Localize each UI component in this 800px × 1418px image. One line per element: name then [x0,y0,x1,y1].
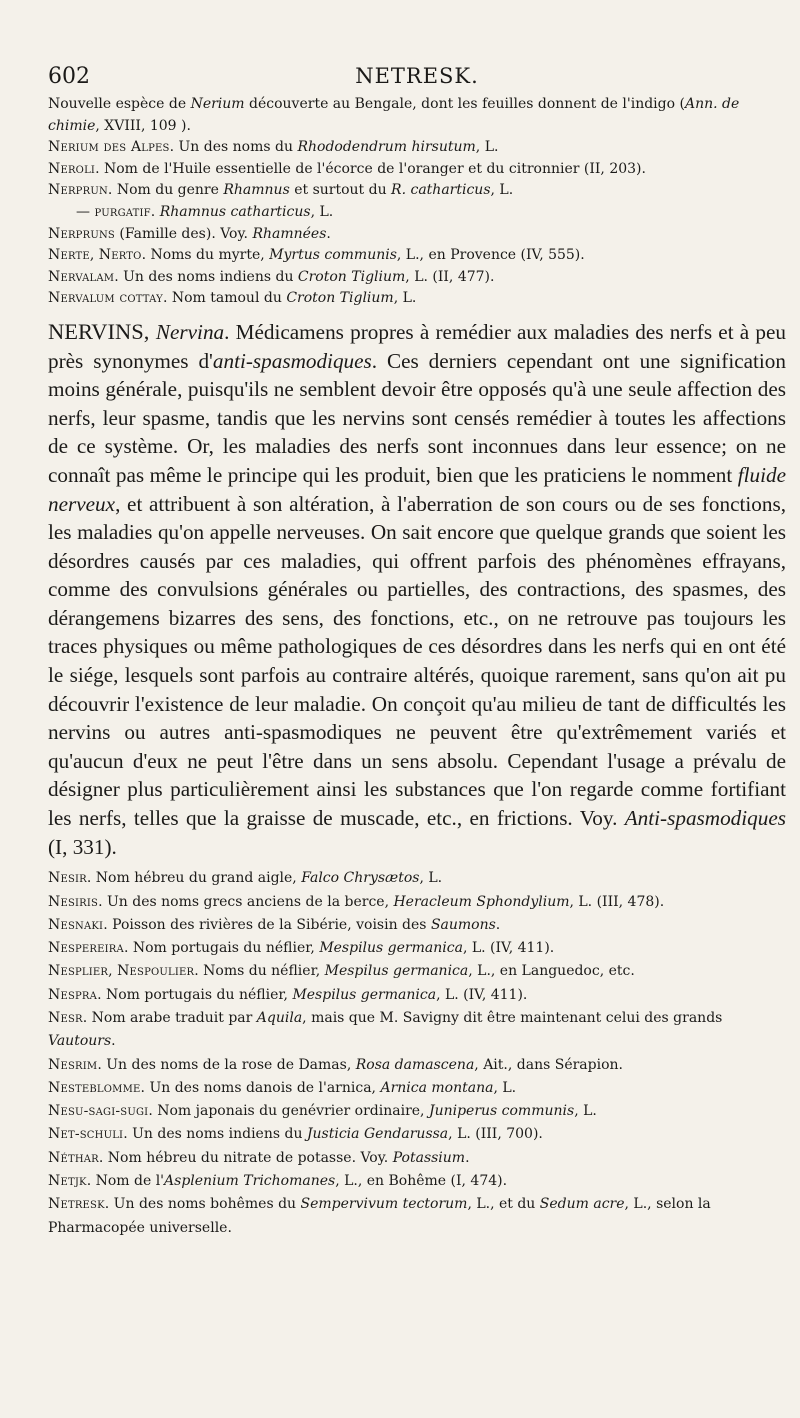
entries-bottom [48,867,786,1240]
entry-text: , L., et du [467,1196,540,1213]
italic-term: Myrtus communis [269,247,397,264]
entry-headword: Netjk [48,1173,87,1190]
dictionary-entry [48,1100,786,1123]
entry-headword: Nervalam [48,268,115,285]
entry-text: . [465,1149,470,1166]
entry-headword: Nerprun [48,182,108,199]
dictionary-entry [48,267,786,289]
italic-term: Potassium [392,1149,466,1166]
entry-text: Nouvelle espèce de [48,96,191,112]
entry-headword: Nervalum cottay [48,290,163,307]
entry-text: . [495,916,501,933]
dictionary-entry [48,1123,786,1146]
dictionary-entry [48,180,786,202]
entry-text: . Nom hébreu du grand aigle, [86,870,302,887]
italic-term: Rhamnées [252,225,327,242]
article-headword: NERVINS, [48,318,156,344]
entry-text: , L., selon la Pharmacopée universelle. [48,1196,711,1236]
dictionary-entry [48,960,786,983]
italic-term: Rhododendrum hirsutum [297,139,476,156]
entry-text: , L., en Bohême (I, 474). [335,1173,508,1190]
entry-text: . Un des noms du [169,139,298,156]
entry-text: , mais que M. Savigny dit être maintenant celui des grands [302,1010,723,1026]
entry-text: , L. (III, 700). [448,1126,543,1143]
entries-top [48,94,786,310]
entry-text: . Noms du néflier, [194,963,325,980]
italic-term: Sempervivum tectorum [300,1196,468,1213]
entry-text: , L. [493,1079,517,1096]
italic-term: Mespilus germanica [292,986,437,1003]
italic-term: Falco Chrysætos [301,870,420,887]
italic-term: fluide nerveux [48,462,786,516]
entry-text: . Un des noms grecs anciens de la berce, [98,893,394,910]
dictionary-entry [48,984,786,1007]
entry-text: . [326,225,331,242]
italic-term: Sedum acre [539,1196,625,1213]
entry-headword: Nerto [98,247,142,264]
italic-term: Nerium [190,96,245,112]
entry-text: , L., en Languedoc, etc. [468,963,635,980]
dictionary-entry [48,137,786,159]
dictionary-entry [48,1193,786,1240]
italic-term: Aquila [256,1010,303,1026]
entry-text: (Famille des). Voy. [114,225,253,242]
entry-text: , Ait., dans Sérapion. [474,1056,623,1073]
entry-text: . Nom du genre [107,182,224,199]
entry-text: . Un des noms indiens du [114,268,298,285]
entry-text: . [150,203,160,220]
entry-text: . Nom hébreu du nitrate de potasse. Voy. [98,1149,393,1166]
entry-headword: Nerpruns [48,225,115,242]
running-title: NETRESK. [355,64,479,88]
dictionary-entry [48,1054,786,1077]
entry-text: , L. [475,139,499,156]
entry-text: , et attribuent à son altération, à l'aberration de son cours ou de ses fonctions, les maladies qu'on appelle nerveuses. On sait encore que quelque grands que soient les désordres causés par ces maladies, qui offrent parfois des phénomènes effrayans, comme des convulsions générales ou partielles, des contractions, des spasmes, des dérangemens bizarres des sens, des fonctions, etc., on ne retrouve pas toujours les traces physiques ou même pathologiques de ces désordres dans les nerfs qui en ont été le siége, lesquels sont parfois au contraire altérés, quoique rarement, sans qu'on ait pu découvrir l'existence de leur maladie. On conçoit qu'au milieu de tant de difficultés les nervins ou autres anti-spasmodiques ne peuvent être qu'extrêmement variés et qu'aucun d'eux ne peut l'être dans un sens absolu. Cependant l'usage a prévalu de désigner plus particulièrement ainsi les substances que l'on regarde comme fortifiant les nerfs, telles que la graisse de muscade, etc., en frictions. Voy. [48,491,786,831]
entry-text: , L. [310,203,334,220]
entry-text: . Médicamens propres à remédier aux maladies des nerfs et à peu près synonymes d' [48,319,787,373]
entry-text: , L. (IV, 411). [462,940,555,957]
dictionary-entry [48,914,786,937]
page-header [48,60,786,94]
entry-headword: Nesnaki [48,916,104,933]
entry-text: , L. [393,290,417,307]
entry-text: . [111,1033,116,1050]
italic-term: Rhamnus [223,182,290,199]
italic-term: Croton Tiglium [286,290,394,307]
dictionary-entry [48,1077,786,1100]
italic-term: Mespilus germanica [324,963,469,980]
entry-text: . Poisson des rivières de la Sibérie, voisin des [103,916,431,933]
entry-headword: Nesiris [48,893,99,910]
entry-headword: purgatif [94,203,151,220]
italic-term: anti-spasmodiques [212,348,372,373]
dictionary-entry [48,1147,786,1170]
entry-headword: Nesplier [48,963,109,980]
italic-term: Justicia Gendarussa [306,1126,449,1143]
entry-text: , L. (IV, 411). [436,986,528,1003]
entry-headword: Nesteblomme [48,1079,141,1096]
italic-term: Anti-spasmodiques [624,806,786,831]
entry-headword: Nespoulier [117,963,195,980]
dictionary-entry [48,937,786,960]
main-article-nervins [48,318,786,861]
dictionary-entry [48,1170,786,1193]
entry-text: . Nom tamoul du [162,290,287,307]
entry-headword: Nerte [48,247,90,264]
dictionary-entry [48,1007,786,1054]
italic-term: Arnica montana [380,1079,494,1096]
dictionary-entry [48,202,786,224]
dictionary-entry [48,245,786,267]
italic-term: Asplenium Trichomanes [164,1173,336,1190]
entry-text: . Un des noms danois de l'arnica, [140,1079,381,1096]
italic-term: Nervina [155,319,225,344]
entry-text: . Nom de l'Huile essentielle de l'écorce de l'oranger et du citronnier (II, 203). [95,160,646,177]
entry-text: et surtout du [289,182,392,199]
entry-text: — [76,203,95,220]
entry-headword: Nerium des Alpes [48,139,170,156]
entry-text: , L. (II, 477). [405,268,495,285]
entry-headword: Nesr [48,1010,83,1026]
page-number: 602 [48,64,90,89]
entry-text: . Noms du myrte, [141,247,270,264]
entry-headword: Nesrim [48,1056,98,1073]
entry-text: , L. (III, 478). [569,893,665,910]
entry-headword: Nespereira [48,940,124,957]
entry-text: . Un des noms indiens du [123,1126,307,1143]
entry-text: . Nom japonais du genévrier ordinaire, [148,1103,429,1120]
entry-text: . Nom portugais du néflier, [123,940,320,957]
entry-headword: Net-schuli [48,1126,124,1143]
entry-text: . Un des noms de la rose de Damas, [97,1056,356,1073]
entry-text: . Nom arabe traduit par [82,1010,257,1026]
italic-term: Rosa damascena [355,1056,475,1073]
entry-text: , L. [574,1103,597,1120]
italic-term: Heracleum Sphondylium [393,893,570,910]
entry-headword: Nesir [48,870,87,887]
entry-text: , [89,247,99,264]
entry-text: , XVIII, 109 ). [95,117,191,134]
italic-term: R. catharticus [391,182,491,199]
entry-text: découverte au Bengale, dont les feuilles donnent de l'indigo ( [244,96,685,112]
dictionary-entry [48,891,786,914]
italic-term: Vautours [48,1033,112,1050]
italic-term: Mespilus germanica [319,940,463,957]
dictionary-entry [48,288,786,310]
italic-term: Ann. de chimie [48,96,740,134]
entry-text: . Un des noms bohêmes du [104,1196,301,1213]
entry-text: , L., en Provence (IV, 555). [396,247,585,264]
entry-headword: Néthar [48,1149,99,1166]
italic-term: Rhamnus catharticus [159,203,311,220]
italic-term: Saumons [430,916,496,933]
entry-text: , [108,963,118,980]
entry-text: (I, 331). [48,834,117,859]
entry-text: , L. [419,870,443,887]
entry-text: , L. [490,182,514,199]
entry-headword: Nesu-sagi-sugi [48,1103,149,1120]
entry-text: . Nom portugais du néflier, [97,986,293,1003]
entry-headword: Nespra [48,986,98,1003]
italic-term: Croton Tiglium [297,268,406,285]
dictionary-entry [48,867,786,890]
entry-headword: Neroli [48,160,96,177]
dictionary-entry [48,224,786,246]
dictionary-entry [48,94,786,137]
entry-text: . Ces derniers cependant ont une signification moins générale, puisqu'ils ne semblent devoir être opposés qu'à une seule affection des nerfs, leur spasme, tandis que les nervins sont censés remédier à toutes les affections de ce système. Or, les maladies des nerfs sont inconnues dans leur essence; on ne connaît pas même le principe qui les produit, bien que les praticiens le nomment [48,348,786,487]
dictionary-entry [48,159,786,181]
entry-text: . Nom de l' [86,1173,165,1190]
entry-headword: Netresk [48,1196,105,1213]
italic-term: Juniperus communis [428,1103,575,1120]
